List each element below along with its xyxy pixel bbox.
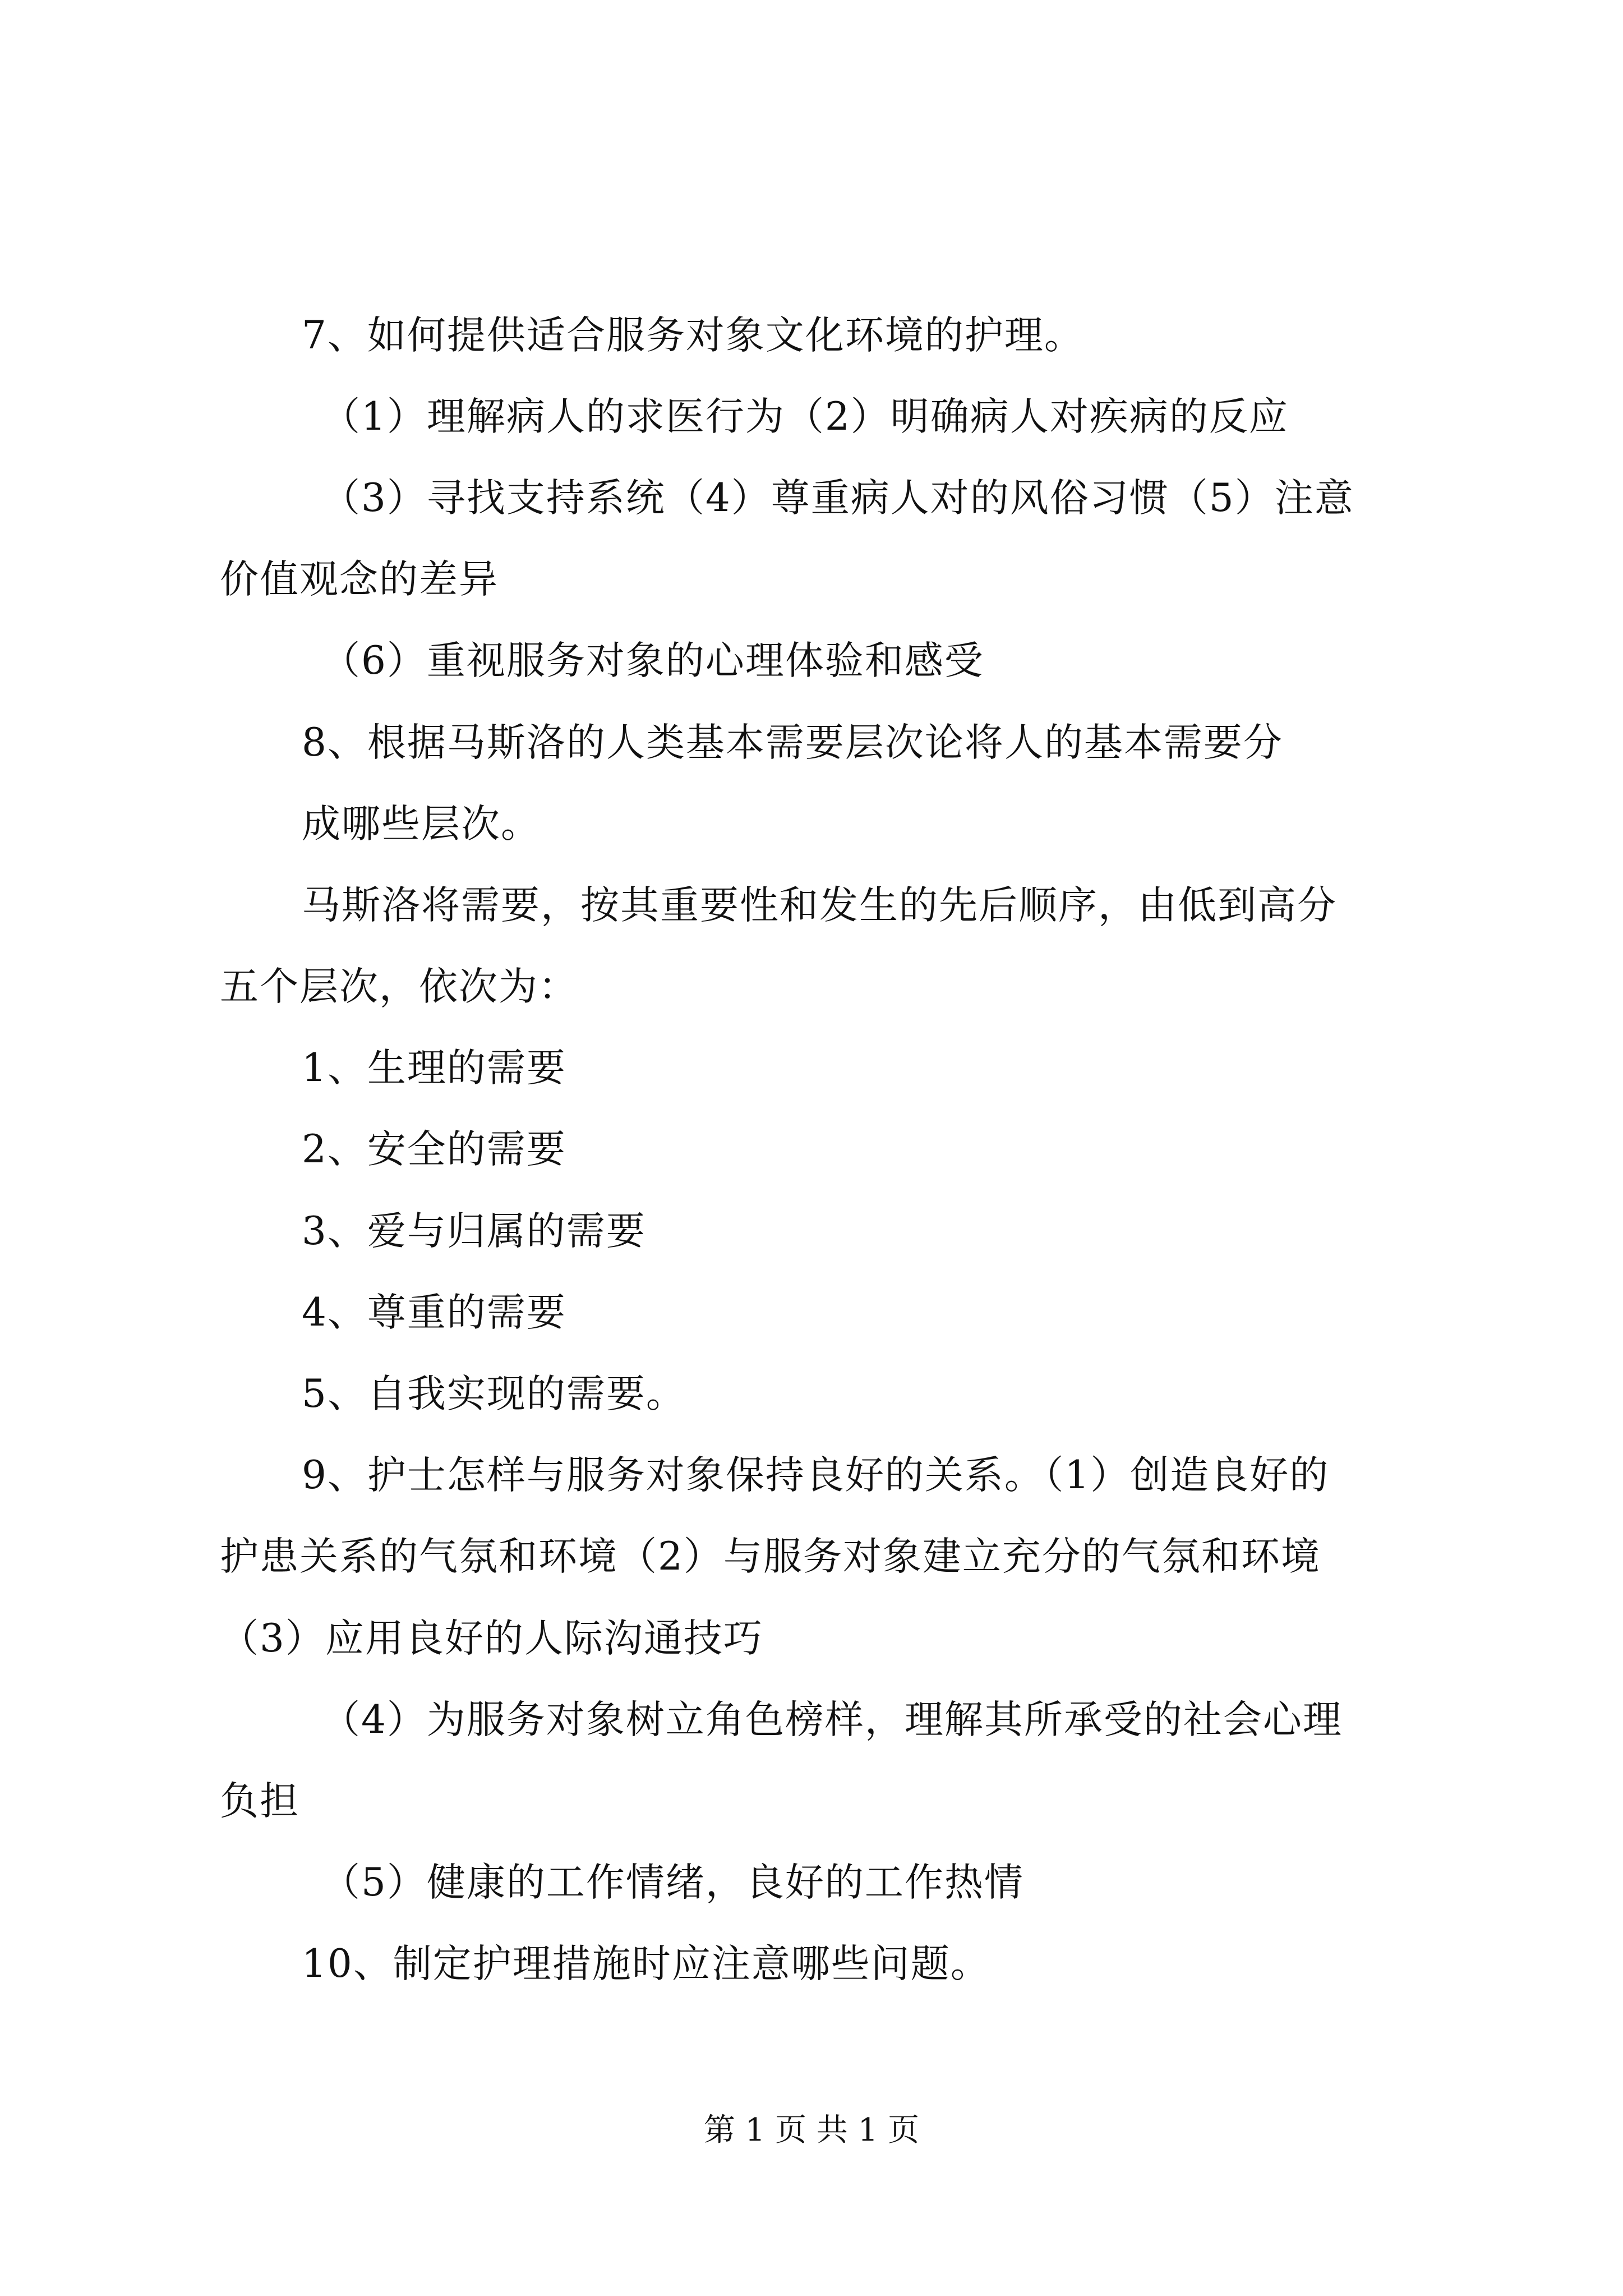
answer-8-intro-cont: 五个层次，依次为： [220,964,578,1009]
need-item-2: 2、安全的需要 [302,1127,566,1172]
answer-9-line-4-cont: 负担 [220,1779,299,1824]
answer-9-line-4: （4）为服务对象树立角色榜样，理解其所承受的社会心理 [321,1697,1343,1742]
answer-9-line-5: （5）健康的工作情绪，良好的工作热情 [321,1860,1024,1905]
answer-7-line-1: （1）理解病人的求医行为（2）明确病人对疾病的反应 [321,394,1289,439]
question-8: 8、根据马斯洛的人类基本需要层次论将人的基本需要分 [302,720,1283,765]
answer-7-line-2: （3）寻找支持系统（4）尊重病人对的风俗习惯（5）注意 [321,476,1354,521]
need-item-3: 3、爱与归属的需要 [302,1209,646,1254]
question-7: 7、如何提供适合服务对象文化环境的护理。 [302,313,1084,358]
question-10: 10、制定护理措施时应注意哪些问题。 [302,1941,990,1986]
page-footer: 第 1 页 共 1 页 [703,2112,920,2148]
need-item-4: 4、尊重的需要 [302,1290,566,1335]
question-9-cont-2: （3）应用良好的人际沟通技巧 [220,1616,763,1661]
question-9-cont-1: 护患关系的气氛和环境（2）与服务对象建立充分的气氛和环境 [220,1534,1321,1579]
answer-8-intro: 马斯洛将需要，按其重要性和发生的先后顺序，由低到高分 [302,883,1337,928]
answer-7-line-3: （6）重视服务对象的心理体验和感受 [321,638,984,683]
question-8-cont: 成哪些层次。 [302,802,541,846]
need-item-5: 5、自我实现的需要。 [302,1372,686,1416]
answer-7-line-2-cont: 价值观念的差异 [220,557,499,602]
need-item-1: 1、生理的需要 [302,1046,566,1091]
question-9: 9、护士怎样与服务对象保持良好的关系。（1）创造良好的 [302,1453,1330,1498]
